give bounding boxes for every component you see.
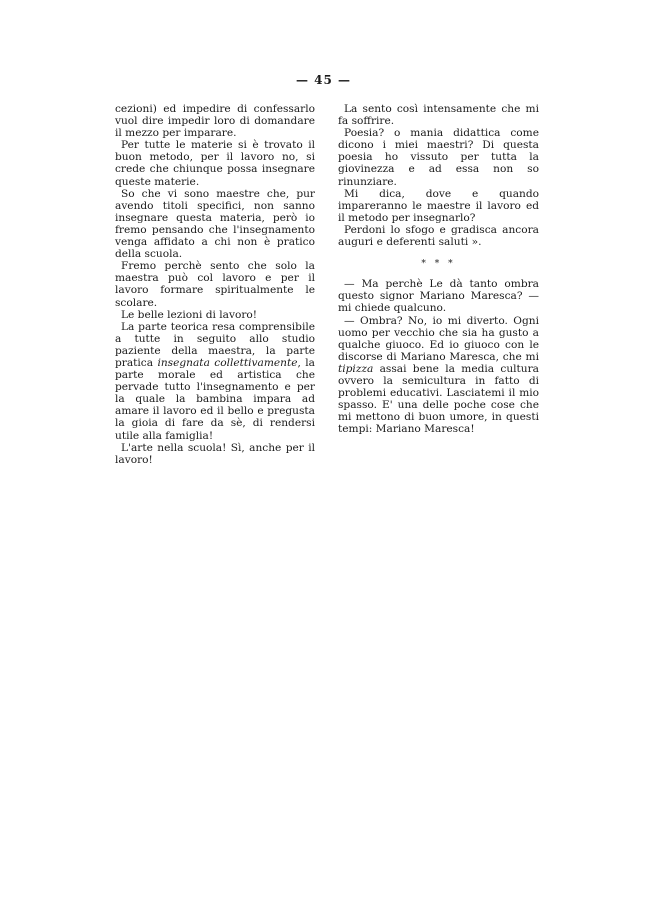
paragraph: cezioni) ed impedire di confessarlo vuol dire impedir loro di domandare il mezzo per imparare. <box>115 103 315 140</box>
page-number: — 45 — <box>295 73 352 87</box>
left-column <box>115 103 315 466</box>
text-run: La parte teorica resa comprensibile a tutte in seguito allo studio paziente della maestra, la parte pratica <box>115 320 315 369</box>
paragraph: Fremo perchè sento che solo la maestra può col lavoro e per il lavoro formare spiritualmente le scolare. <box>115 260 315 309</box>
text-run: assai bene la media cultura ovvero la semicultura in fatto di problemi educativi. Lasciatemi il mio spasso. E' una delle poche cose che mi mettono di buon umore, in questi tempi: Mariano Maresca! <box>338 362 539 436</box>
italic-run: insegnata collettivamente <box>157 356 298 369</box>
paragraph: La sento così intensamente che mi fa soffrire. <box>338 103 539 128</box>
paragraph-mixed <box>338 315 539 436</box>
paragraph: — Ma perchè Le dà tanto ombra questo signor Mariano Maresca? — mi chiede qualcuno. <box>338 278 539 315</box>
text-run: , la parte morale ed artistica che pervade tutto l'insegnamento e per la quale la bambina impara ad amare il lavoro ed il bello e pregusta la gioia di fare da sè, di rendersi utile alla famiglia! <box>115 356 315 442</box>
paragraph: Mi dica, dove e quando impareranno le maestre il lavoro ed il metodo per insegnarlo? <box>338 187 539 224</box>
paragraph: Perdoni lo sfogo e gradisca ancora auguri e deferenti saluti ». <box>338 223 539 249</box>
paragraph: Poesia? o mania didattica come dicono i miei maestri? Di questa poesia ho vissuto per tutta la giovinezza e ad essa non so rinunziare. <box>338 127 539 188</box>
section-separator: * * * <box>421 259 456 270</box>
paragraph: Le belle lezioni di lavoro! <box>121 308 258 321</box>
paragraph: L'arte nella scuola! Sì, anche per il lavoro! <box>115 441 315 466</box>
text-run: — Ombra? No, io mi diverto. Ogni uomo per vecchio che sia ha gusto a qualche giuoco. Ed io giuoco con le discorse di Mariano Maresca, che mi <box>338 314 539 363</box>
italic-run: tipizza <box>338 362 374 375</box>
paragraph: Per tutte le materie si è trovato il buon metodo, per il lavoro no, si crede che chiunque possa insegnare queste materie. <box>115 139 315 188</box>
paragraph-mixed <box>115 321 315 442</box>
right-column <box>338 103 539 435</box>
paragraph: So che vi sono maestre che, pur avendo titoli specifici, non sanno insegnare questa materia, però io fremo pensando che l'insegnamento venga affidato a chi non è pratico della scuola. <box>115 187 315 261</box>
